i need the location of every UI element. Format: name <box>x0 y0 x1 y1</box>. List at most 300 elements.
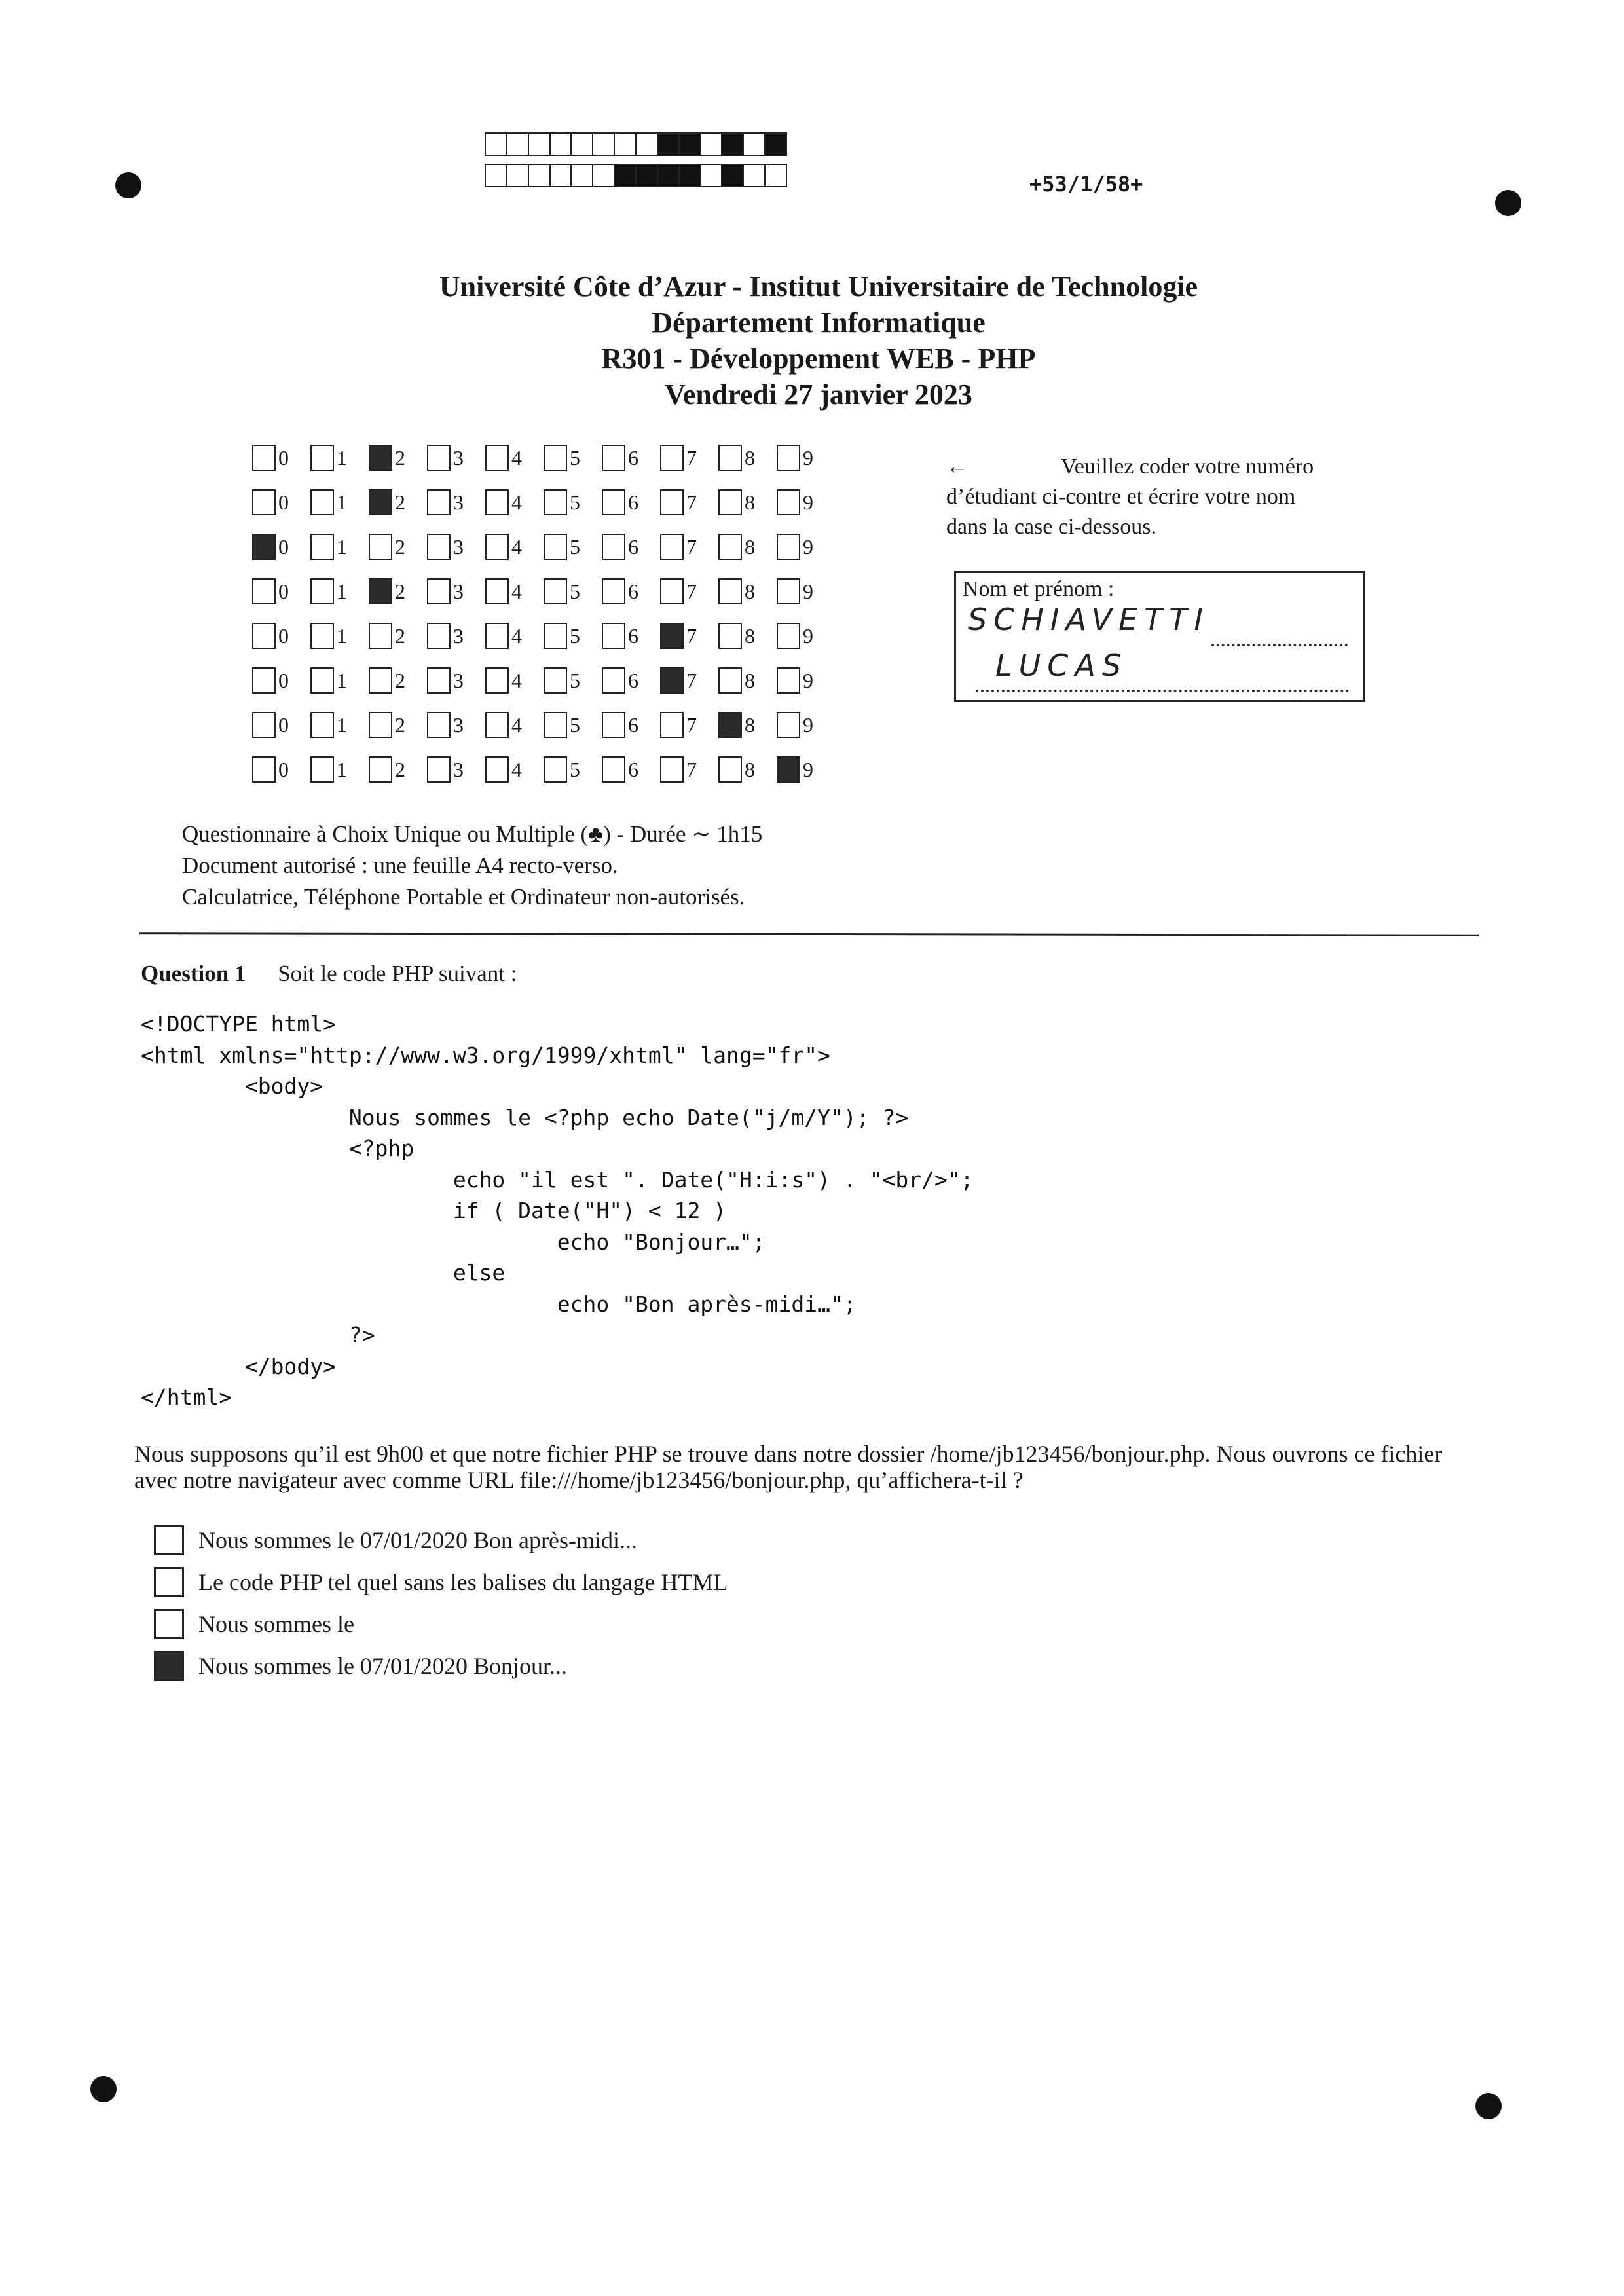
student-id-option <box>777 445 835 471</box>
student-id-checkbox[interactable] <box>777 445 800 471</box>
student-id-digit-label: 6 <box>628 623 638 648</box>
student-id-digit-label: 3 <box>453 757 464 781</box>
student-id-option <box>310 489 369 515</box>
student-id-digit-label: 8 <box>745 534 755 559</box>
student-id-digit-label: 2 <box>395 445 405 470</box>
student-id-digit-label: 8 <box>745 490 755 514</box>
student-id-checkbox[interactable] <box>544 667 567 694</box>
student-id-option <box>369 445 427 471</box>
student-id-checkbox[interactable] <box>252 623 276 649</box>
handwritten-firstname: LUCAS <box>995 648 1128 683</box>
student-id-checkbox[interactable] <box>485 489 509 515</box>
qcm-info-line-3: Calculatrice, Téléphone Portable et Ordinateur non-autorisés. <box>182 884 745 910</box>
student-id-checkbox[interactable] <box>602 623 625 649</box>
student-id-checkbox[interactable] <box>485 445 509 471</box>
student-id-digit-label: 2 <box>395 623 405 648</box>
student-id-digit-label: 7 <box>686 623 697 648</box>
student-id-option <box>544 667 602 694</box>
student-id-option <box>602 712 660 738</box>
student-id-digit-label: 0 <box>278 534 289 559</box>
name-dotted-line-2 <box>976 690 1349 692</box>
registration-dot-bottom-left <box>90 2076 117 2102</box>
student-id-digit-label: 1 <box>337 623 347 648</box>
answer-checkbox[interactable] <box>154 1651 184 1681</box>
student-id-checkbox[interactable] <box>310 756 334 783</box>
student-id-option <box>310 756 369 783</box>
student-id-option <box>660 712 718 738</box>
instruction-line-2: d’étudiant ci-contre et écrire votre nom <box>946 485 1296 509</box>
student-id-checkbox[interactable] <box>602 534 625 560</box>
barcode-cell <box>549 132 572 156</box>
barcode-cell <box>485 164 507 187</box>
student-id-digit-label: 1 <box>337 579 347 603</box>
student-id-option <box>660 489 718 515</box>
student-id-digit-label: 8 <box>745 579 755 603</box>
student-id-option <box>660 667 718 694</box>
student-id-checkbox[interactable] <box>544 445 567 471</box>
student-id-option <box>718 534 777 560</box>
registration-dot-top-right <box>1495 190 1521 216</box>
barcode-cell <box>506 164 529 187</box>
student-id-checkbox[interactable] <box>252 667 276 694</box>
answer-label: Nous sommes le <box>198 1611 354 1637</box>
student-id-option <box>369 534 427 560</box>
student-id-checkbox[interactable] <box>369 756 392 783</box>
instruction-line-3: dans la case ci-dessous. <box>946 515 1157 539</box>
student-id-checkbox[interactable] <box>485 534 509 560</box>
student-id-checkbox[interactable] <box>660 756 684 783</box>
student-id-option <box>252 667 310 694</box>
student-id-grid <box>252 435 835 792</box>
student-id-option <box>310 623 369 649</box>
student-id-checkbox[interactable] <box>310 489 334 515</box>
student-id-digit-label: 5 <box>570 668 580 692</box>
student-id-digit-label: 1 <box>337 713 347 737</box>
student-id-option <box>544 489 602 515</box>
student-id-digit-label: 7 <box>686 579 697 603</box>
student-id-digit-label: 3 <box>453 668 464 692</box>
barcode-cell <box>592 164 615 187</box>
student-id-digit-label: 1 <box>337 668 347 692</box>
student-id-checkbox[interactable] <box>427 623 451 649</box>
student-id-row <box>252 435 835 480</box>
student-id-option <box>310 667 369 694</box>
barcode-cell <box>614 132 637 156</box>
student-id-checkbox[interactable] <box>660 445 684 471</box>
student-id-option <box>602 623 660 649</box>
student-id-checkbox[interactable] <box>252 712 276 738</box>
student-id-option <box>777 489 835 515</box>
student-id-digit-label: 5 <box>570 445 580 470</box>
student-id-checkbox[interactable] <box>427 489 451 515</box>
student-id-digit-label: 2 <box>395 579 405 603</box>
answer-label: Le code PHP tel quel sans les balises du langage HTML <box>198 1569 728 1595</box>
student-id-digit-label: 2 <box>395 534 405 559</box>
student-id-checkbox[interactable] <box>369 623 392 649</box>
student-id-checkbox[interactable] <box>485 712 509 738</box>
barcode-cell <box>743 164 766 187</box>
student-id-digit-label: 0 <box>278 668 289 692</box>
student-id-checkbox[interactable] <box>427 756 451 783</box>
answer-list <box>154 1519 728 1687</box>
student-id-checkbox[interactable] <box>660 712 684 738</box>
qcm-info-line-2: Document autorisé : une feuille A4 recto-verso. <box>182 853 618 878</box>
student-id-digit-label: 9 <box>803 534 813 559</box>
student-id-row <box>252 658 835 703</box>
student-id-digit-label: 5 <box>570 623 580 648</box>
barcode-cell <box>721 164 744 187</box>
student-id-checkbox[interactable] <box>252 756 276 783</box>
barcode-cell <box>485 132 507 156</box>
student-id-option <box>777 667 835 694</box>
student-id-option <box>777 712 835 738</box>
answer-label: Nous sommes le 07/01/2020 Bon après-midi... <box>198 1527 637 1553</box>
student-id-checkbox[interactable] <box>427 445 451 471</box>
student-id-checkbox[interactable] <box>602 489 625 515</box>
student-id-checkbox[interactable] <box>602 712 625 738</box>
student-id-checkbox[interactable] <box>718 445 742 471</box>
student-id-checkbox[interactable] <box>369 667 392 694</box>
student-id-checkbox[interactable] <box>660 623 684 649</box>
student-id-checkbox[interactable] <box>310 445 334 471</box>
barcode-cell <box>657 132 680 156</box>
student-id-checkbox[interactable] <box>777 712 800 738</box>
barcode-cell <box>721 132 744 156</box>
student-id-digit-label: 6 <box>628 668 638 692</box>
qcm-info <box>182 819 762 913</box>
student-id-checkbox[interactable] <box>602 578 625 604</box>
student-id-checkbox[interactable] <box>544 756 567 783</box>
student-id-option <box>544 445 602 471</box>
student-id-digit-label: 2 <box>395 757 405 781</box>
student-id-digit-label: 9 <box>803 713 813 737</box>
barcode-cell <box>743 132 766 156</box>
student-id-digit-label: 1 <box>337 534 347 559</box>
registration-dot-top-left <box>115 172 141 198</box>
student-id-checkbox[interactable] <box>777 623 800 649</box>
student-id-digit-label: 4 <box>511 579 522 603</box>
student-id-checkbox[interactable] <box>777 489 800 515</box>
student-id-digit-label: 9 <box>803 668 813 692</box>
student-id-option <box>252 489 310 515</box>
student-id-checkbox[interactable] <box>310 534 334 560</box>
answer-option[interactable] <box>154 1645 728 1687</box>
barcode-cell <box>528 132 551 156</box>
student-id-checkbox[interactable] <box>718 534 742 560</box>
barcode-cell <box>635 132 658 156</box>
student-id-digit-label: 3 <box>453 713 464 737</box>
student-id-option <box>427 445 485 471</box>
student-id-digit-label: 1 <box>337 445 347 470</box>
student-id-option <box>427 623 485 649</box>
barcode-cell <box>764 164 787 187</box>
student-id-digit-label: 3 <box>453 623 464 648</box>
student-id-digit-label: 0 <box>278 757 289 781</box>
student-id-checkbox[interactable] <box>485 623 509 649</box>
student-id-option <box>544 712 602 738</box>
student-id-digit-label: 9 <box>803 490 813 514</box>
student-id-option <box>777 623 835 649</box>
student-id-option <box>718 756 777 783</box>
student-id-digit-label: 5 <box>570 490 580 514</box>
student-id-checkbox[interactable] <box>369 489 392 515</box>
student-id-checkbox[interactable] <box>718 623 742 649</box>
student-id-digit-label: 2 <box>395 668 405 692</box>
barcode-cell <box>570 164 593 187</box>
student-id-digit-label: 8 <box>745 445 755 470</box>
student-id-digit-label: 4 <box>511 668 522 692</box>
student-id-checkbox[interactable] <box>369 712 392 738</box>
student-id-option <box>485 489 544 515</box>
student-id-option <box>602 578 660 604</box>
student-id-checkbox[interactable] <box>427 578 451 604</box>
student-id-digit-label: 2 <box>395 713 405 737</box>
answer-checkbox[interactable] <box>154 1567 184 1597</box>
barcode-cell <box>700 132 723 156</box>
student-id-option <box>252 756 310 783</box>
student-id-checkbox[interactable] <box>544 489 567 515</box>
student-id-option <box>660 578 718 604</box>
student-id-checkbox[interactable] <box>427 712 451 738</box>
student-id-digit-label: 8 <box>745 623 755 648</box>
student-id-option <box>777 578 835 604</box>
student-id-checkbox[interactable] <box>777 578 800 604</box>
student-id-option <box>544 534 602 560</box>
answer-checkbox[interactable] <box>154 1609 184 1639</box>
answer-option[interactable] <box>154 1519 728 1561</box>
student-id-digit-label: 9 <box>803 445 813 470</box>
student-id-digit-label: 4 <box>511 623 522 648</box>
barcode-cell <box>678 132 701 156</box>
student-id-option <box>252 445 310 471</box>
student-id-digit-label: 8 <box>745 757 755 781</box>
student-id-option <box>310 712 369 738</box>
student-id-row <box>252 747 835 792</box>
student-id-digit-label: 3 <box>453 490 464 514</box>
student-id-option <box>369 712 427 738</box>
student-id-checkbox[interactable] <box>544 578 567 604</box>
student-id-digit-label: 0 <box>278 445 289 470</box>
student-id-digit-label: 1 <box>337 757 347 781</box>
question-text: Nous supposons qu’il est 9h00 et que notre fichier PHP se trouve dans notre dossier /home/jb123456/bonjour.php. Nous ouvrons ce fichier avec notre navigateur avec comme URL file:///home/jb123456/bonjour.php, qu’affichera-t-il ? <box>134 1441 1443 1493</box>
qcm-info-line-1: Questionnaire à Choix Unique ou Multiple (♣) - Durée ∼ 1h15 <box>182 821 763 847</box>
student-id-checkbox[interactable] <box>369 534 392 560</box>
student-id-digit-label: 4 <box>511 757 522 781</box>
student-id-option <box>427 534 485 560</box>
student-id-option <box>544 578 602 604</box>
student-id-option <box>718 712 777 738</box>
student-id-digit-label: 7 <box>686 757 697 781</box>
student-id-checkbox[interactable] <box>602 445 625 471</box>
question-title <box>141 961 517 987</box>
barcode-cell <box>764 132 787 156</box>
student-id-checkbox[interactable] <box>252 445 276 471</box>
student-id-checkbox[interactable] <box>660 578 684 604</box>
student-id-option <box>369 578 427 604</box>
student-id-digit-label: 3 <box>453 534 464 559</box>
student-id-digit-label: 7 <box>686 534 697 559</box>
student-id-option <box>485 712 544 738</box>
student-id-option <box>485 667 544 694</box>
student-id-digit-label: 7 <box>686 490 697 514</box>
student-id-option <box>369 623 427 649</box>
student-id-checkbox[interactable] <box>485 667 509 694</box>
student-id-option <box>252 534 310 560</box>
student-id-digit-label: 4 <box>511 534 522 559</box>
student-id-option <box>777 534 835 560</box>
student-id-option <box>718 445 777 471</box>
student-id-option <box>369 489 427 515</box>
barcode-cell <box>700 164 723 187</box>
registration-dot-bottom-right <box>1475 2093 1502 2119</box>
student-id-checkbox[interactable] <box>369 445 392 471</box>
left-arrow-icon: ← <box>946 454 969 479</box>
student-id-checkbox[interactable] <box>718 489 742 515</box>
name-box[interactable] <box>954 571 1365 702</box>
student-id-checkbox[interactable] <box>310 623 334 649</box>
student-id-checkbox[interactable] <box>485 756 509 783</box>
student-id-checkbox[interactable] <box>660 534 684 560</box>
student-id-checkbox[interactable] <box>544 623 567 649</box>
student-id-option <box>427 756 485 783</box>
student-id-checkbox[interactable] <box>252 578 276 604</box>
student-id-option <box>544 756 602 783</box>
student-id-checkbox[interactable] <box>718 756 742 783</box>
php-code-block: <!DOCTYPE html> <html xmlns="http://www.w3.org/1999/xhtml" lang="fr"> <body> Nous sommes le <?php echo Date("j/m/Y"); ?> <?php echo "il est ". Date("H:i:s") . "<br/>"; if ( Date("H") < 12 ) echo "Bonjour…"; else echo "Bon après-midi…"; ?> </body> </html> <box>141 1011 974 1410</box>
student-id-digit-label: 6 <box>628 579 638 603</box>
student-id-option <box>602 667 660 694</box>
student-id-checkbox[interactable] <box>660 667 684 694</box>
student-id-checkbox[interactable] <box>252 534 276 560</box>
student-id-option <box>718 578 777 604</box>
student-id-digit-label: 6 <box>628 757 638 781</box>
student-id-digit-label: 3 <box>453 445 464 470</box>
barcode-cell <box>657 164 680 187</box>
student-id-checkbox[interactable] <box>427 534 451 560</box>
student-id-row <box>252 703 835 747</box>
student-id-row <box>252 614 835 658</box>
barcode-cell <box>592 132 615 156</box>
student-id-checkbox[interactable] <box>660 489 684 515</box>
student-id-digit-label: 6 <box>628 534 638 559</box>
student-id-checkbox[interactable] <box>544 534 567 560</box>
answer-option[interactable] <box>154 1603 728 1645</box>
student-id-digit-label: 5 <box>570 579 580 603</box>
name-dotted-line-1 <box>1211 644 1348 646</box>
student-id-checkbox[interactable] <box>369 578 392 604</box>
student-id-digit-label: 8 <box>745 713 755 737</box>
student-id-checkbox[interactable] <box>485 578 509 604</box>
student-id-checkbox[interactable] <box>310 578 334 604</box>
student-id-option <box>369 667 427 694</box>
student-id-digit-label: 9 <box>803 579 813 603</box>
student-id-option <box>427 489 485 515</box>
student-id-digit-label: 5 <box>570 713 580 737</box>
header-date: Vendredi 27 janvier 2023 <box>665 379 972 411</box>
student-id-option <box>602 534 660 560</box>
student-id-digit-label: 4 <box>511 490 522 514</box>
student-id-option <box>485 534 544 560</box>
barcode-cell <box>570 132 593 156</box>
student-id-digit-label: 6 <box>628 445 638 470</box>
student-id-option <box>602 489 660 515</box>
student-id-digit-label: 6 <box>628 713 638 737</box>
student-id-digit-label: 8 <box>745 668 755 692</box>
instruction-line-1: Veuillez coder votre numéro <box>1061 454 1314 479</box>
student-id-option <box>718 667 777 694</box>
student-id-digit-label: 0 <box>278 579 289 603</box>
student-id-option <box>310 578 369 604</box>
answer-label: Nous sommes le 07/01/2020 Bonjour... <box>198 1653 568 1679</box>
barcode-cell <box>528 164 551 187</box>
student-id-checkbox[interactable] <box>777 534 800 560</box>
student-id-option <box>718 489 777 515</box>
sheet-id: +53/1/58+ <box>1029 172 1143 196</box>
student-id-option <box>660 534 718 560</box>
id-instructions <box>946 452 1378 542</box>
student-id-digit-label: 7 <box>686 445 697 470</box>
student-id-option <box>369 756 427 783</box>
student-id-option <box>310 445 369 471</box>
student-id-option <box>777 756 835 783</box>
answer-checkbox[interactable] <box>154 1525 184 1555</box>
student-id-option <box>427 578 485 604</box>
student-id-digit-label: 0 <box>278 713 289 737</box>
barcode-row-1 <box>485 132 786 156</box>
question-label: Question 1 <box>141 961 246 986</box>
answer-option[interactable] <box>154 1561 728 1603</box>
student-id-row <box>252 480 835 525</box>
student-id-checkbox[interactable] <box>602 667 625 694</box>
student-id-option <box>660 623 718 649</box>
student-id-option <box>544 623 602 649</box>
student-id-option <box>252 712 310 738</box>
student-id-digit-label: 7 <box>686 713 697 737</box>
student-id-digit-label: 6 <box>628 490 638 514</box>
name-label: Nom et prénom : <box>963 577 1115 601</box>
student-id-option <box>660 445 718 471</box>
student-id-checkbox[interactable] <box>718 712 742 738</box>
student-id-checkbox[interactable] <box>777 756 800 783</box>
student-id-checkbox[interactable] <box>718 667 742 694</box>
student-id-option <box>485 623 544 649</box>
student-id-checkbox[interactable] <box>310 667 334 694</box>
student-id-digit-label: 2 <box>395 490 405 514</box>
student-id-row <box>252 525 835 569</box>
student-id-option <box>427 712 485 738</box>
student-id-checkbox[interactable] <box>427 667 451 694</box>
student-id-digit-label: 3 <box>453 579 464 603</box>
student-id-option <box>718 623 777 649</box>
student-id-checkbox[interactable] <box>544 712 567 738</box>
separator-line <box>139 932 1479 936</box>
student-id-checkbox[interactable] <box>602 756 625 783</box>
student-id-option <box>310 534 369 560</box>
student-id-checkbox[interactable] <box>252 489 276 515</box>
student-id-checkbox[interactable] <box>310 712 334 738</box>
student-id-option <box>427 667 485 694</box>
barcode-cell <box>678 164 701 187</box>
student-id-checkbox[interactable] <box>718 578 742 604</box>
student-id-checkbox[interactable] <box>777 667 800 694</box>
barcode-cell <box>614 164 637 187</box>
student-id-row <box>252 569 835 614</box>
barcode-row-2 <box>485 164 786 187</box>
header-university: Université Côte d’Azur - Institut Universitaire de Technologie <box>439 270 1198 303</box>
student-id-digit-label: 0 <box>278 490 289 514</box>
student-id-option <box>602 445 660 471</box>
student-id-option <box>252 578 310 604</box>
